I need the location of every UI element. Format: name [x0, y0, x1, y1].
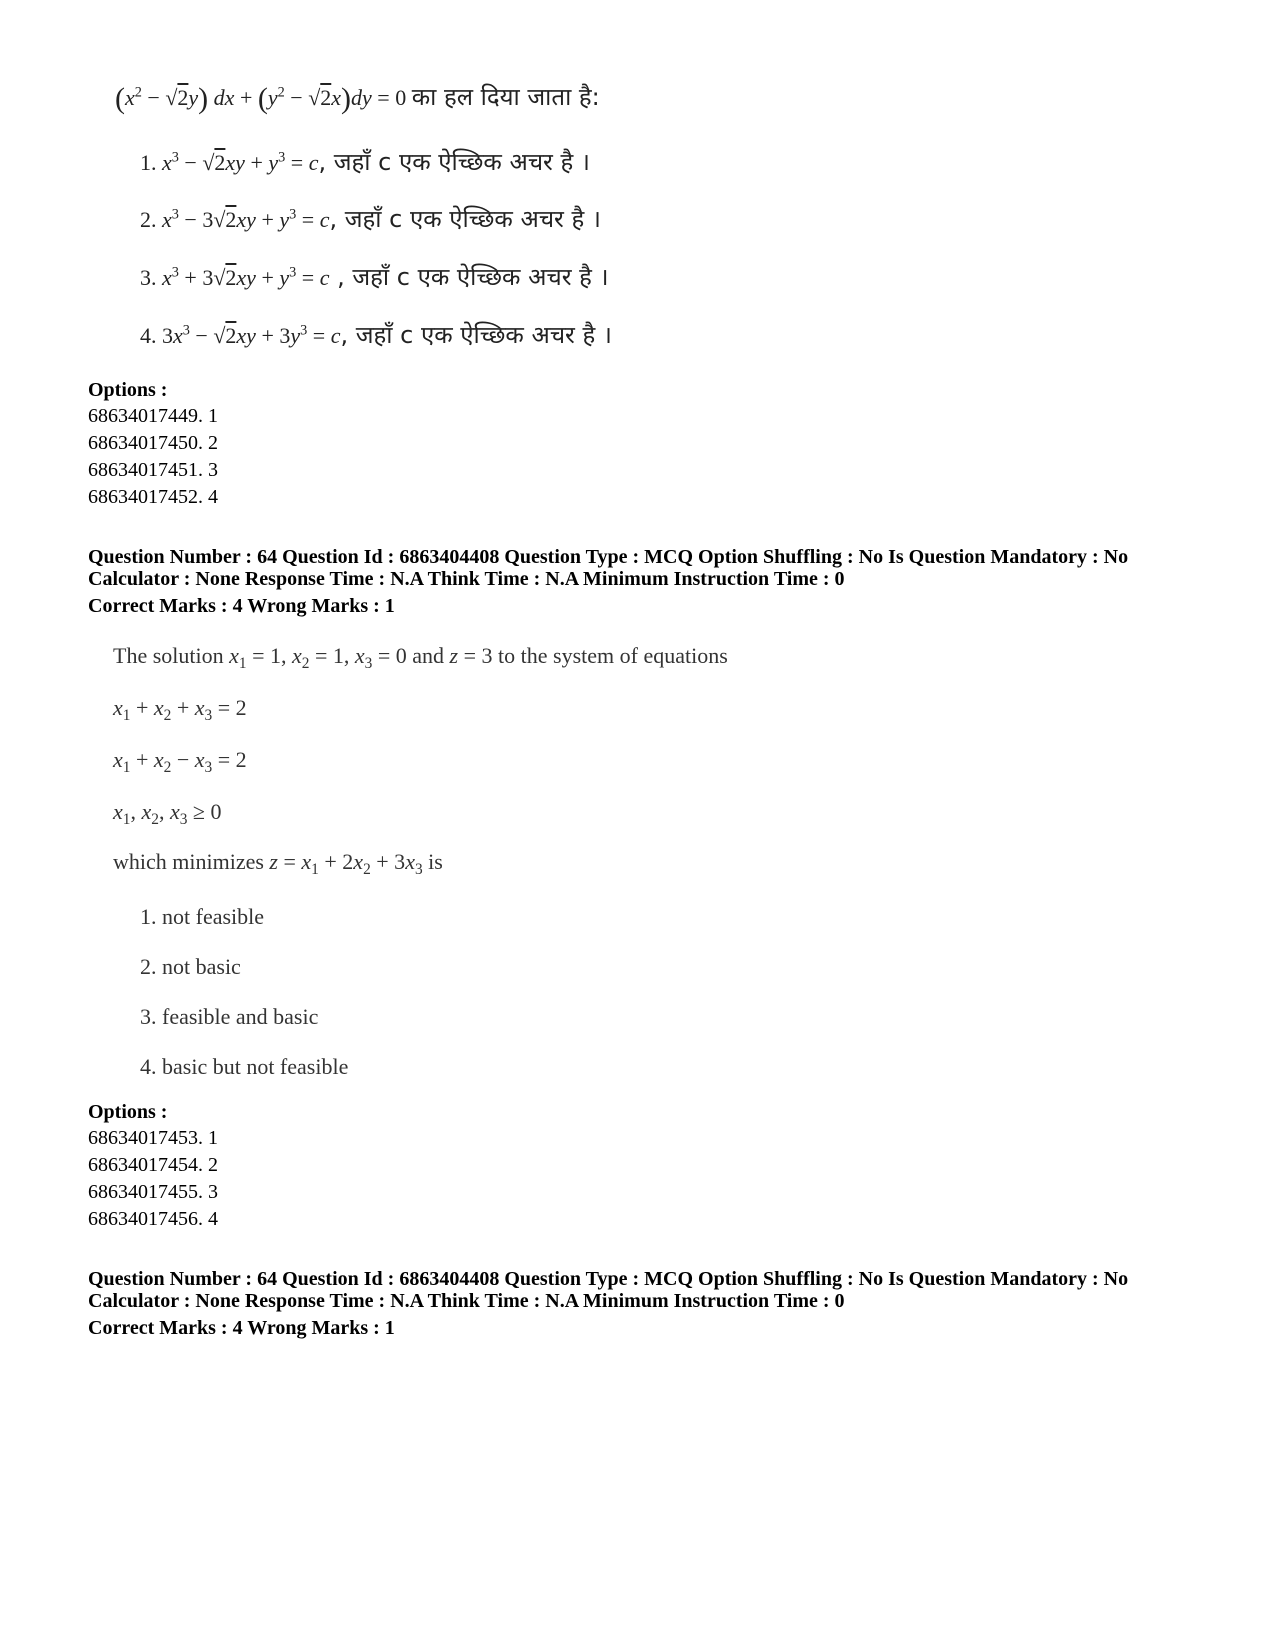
q2-header-line1: Question Number : 64 Question Id : 6863404408 Question Type : MCQ Option Shuffling : No Is Question Mandatory : No — [88, 546, 1129, 568]
q2-choice-4: 4. basic but not feasible — [140, 1054, 349, 1079]
q1-option-id-1: 68634017449. 1 — [88, 405, 218, 427]
q2-objective: which minimizes $z = x_1 + 2x_2 + 3x_3$ is — [113, 849, 443, 878]
q1-options-label: Options : — [88, 379, 168, 401]
q2-option-id-3: 68634017455. 3 — [88, 1181, 218, 1203]
q1-stem-text: का हल दिया जाता है: — [411, 83, 600, 111]
q1-choice-2: 2. $x^3 - 3√2xy + y^3 = c$, जहाँ c एक ऐच्छिक अचर है । — [140, 205, 601, 233]
q2-choice-2: 2. not basic — [140, 954, 241, 979]
q2-equation-1: $x_1 + x_2 + x_3 = 2$ — [113, 695, 247, 724]
q2-equation-2: $x_1 + x_2 - x_3 = 2$ — [113, 747, 247, 776]
q2-options-label: Options : — [88, 1101, 168, 1123]
q2-marks: Correct Marks : 4 Wrong Marks : 1 — [88, 595, 395, 617]
q1-choice-3: 3. $x^3 + 3√2xy + y^3 = c$ , जहाँ c एक ऐच्छिक अचर है । — [140, 263, 609, 291]
q3-header-line1: Question Number : 64 Question Id : 6863404408 Question Type : MCQ Option Shuffling : No Is Question Mandatory : No — [88, 1268, 1129, 1290]
q2-intro: The solution $x_1 = 1$, $x_2 = 1$, $x_3 = 0$ and z = 3 to the system of equations — [113, 643, 728, 672]
q2-option-id-2: 68634017454. 2 — [88, 1154, 218, 1176]
q1-option-id-2: 68634017450. 2 — [88, 432, 218, 454]
q3-marks: Correct Marks : 4 Wrong Marks : 1 — [88, 1317, 395, 1339]
q3-header-line2: Calculator : None Response Time : N.A Think Time : N.A Minimum Instruction Time : 0 — [88, 1290, 845, 1312]
q2-header-line2: Calculator : None Response Time : N.A Think Time : N.A Minimum Instruction Time : 0 — [88, 568, 845, 590]
q2-constraint: $x_1$, $x_2$, $x_3 \ge 0$ — [113, 799, 222, 828]
q1-choice-1: 1. $x^3 - √2xy + y^3 = c$, जहाँ c एक ऐच्छिक अचर है । — [140, 148, 590, 176]
q2-option-id-4: 68634017456. 4 — [88, 1208, 218, 1230]
q2-choice-1: 1. not feasible — [140, 904, 265, 929]
q2-option-id-1: 68634017453. 1 — [88, 1127, 218, 1149]
q1-choice-4: 4. $3x^3 - √2xy + 3y^3 = c$, जहाँ c एक ऐच्छिक अचर है । — [140, 321, 612, 349]
q1-equation: $(x^2 - √2y)$ dx + $(y^2 - √2x)dy = 0$ का हल दिया जाता है: — [115, 82, 600, 115]
q1-option-id-4: 68634017452. 4 — [88, 486, 218, 508]
q1-option-id-3: 68634017451. 3 — [88, 459, 218, 481]
q2-choice-3: 3. feasible and basic — [140, 1004, 319, 1029]
